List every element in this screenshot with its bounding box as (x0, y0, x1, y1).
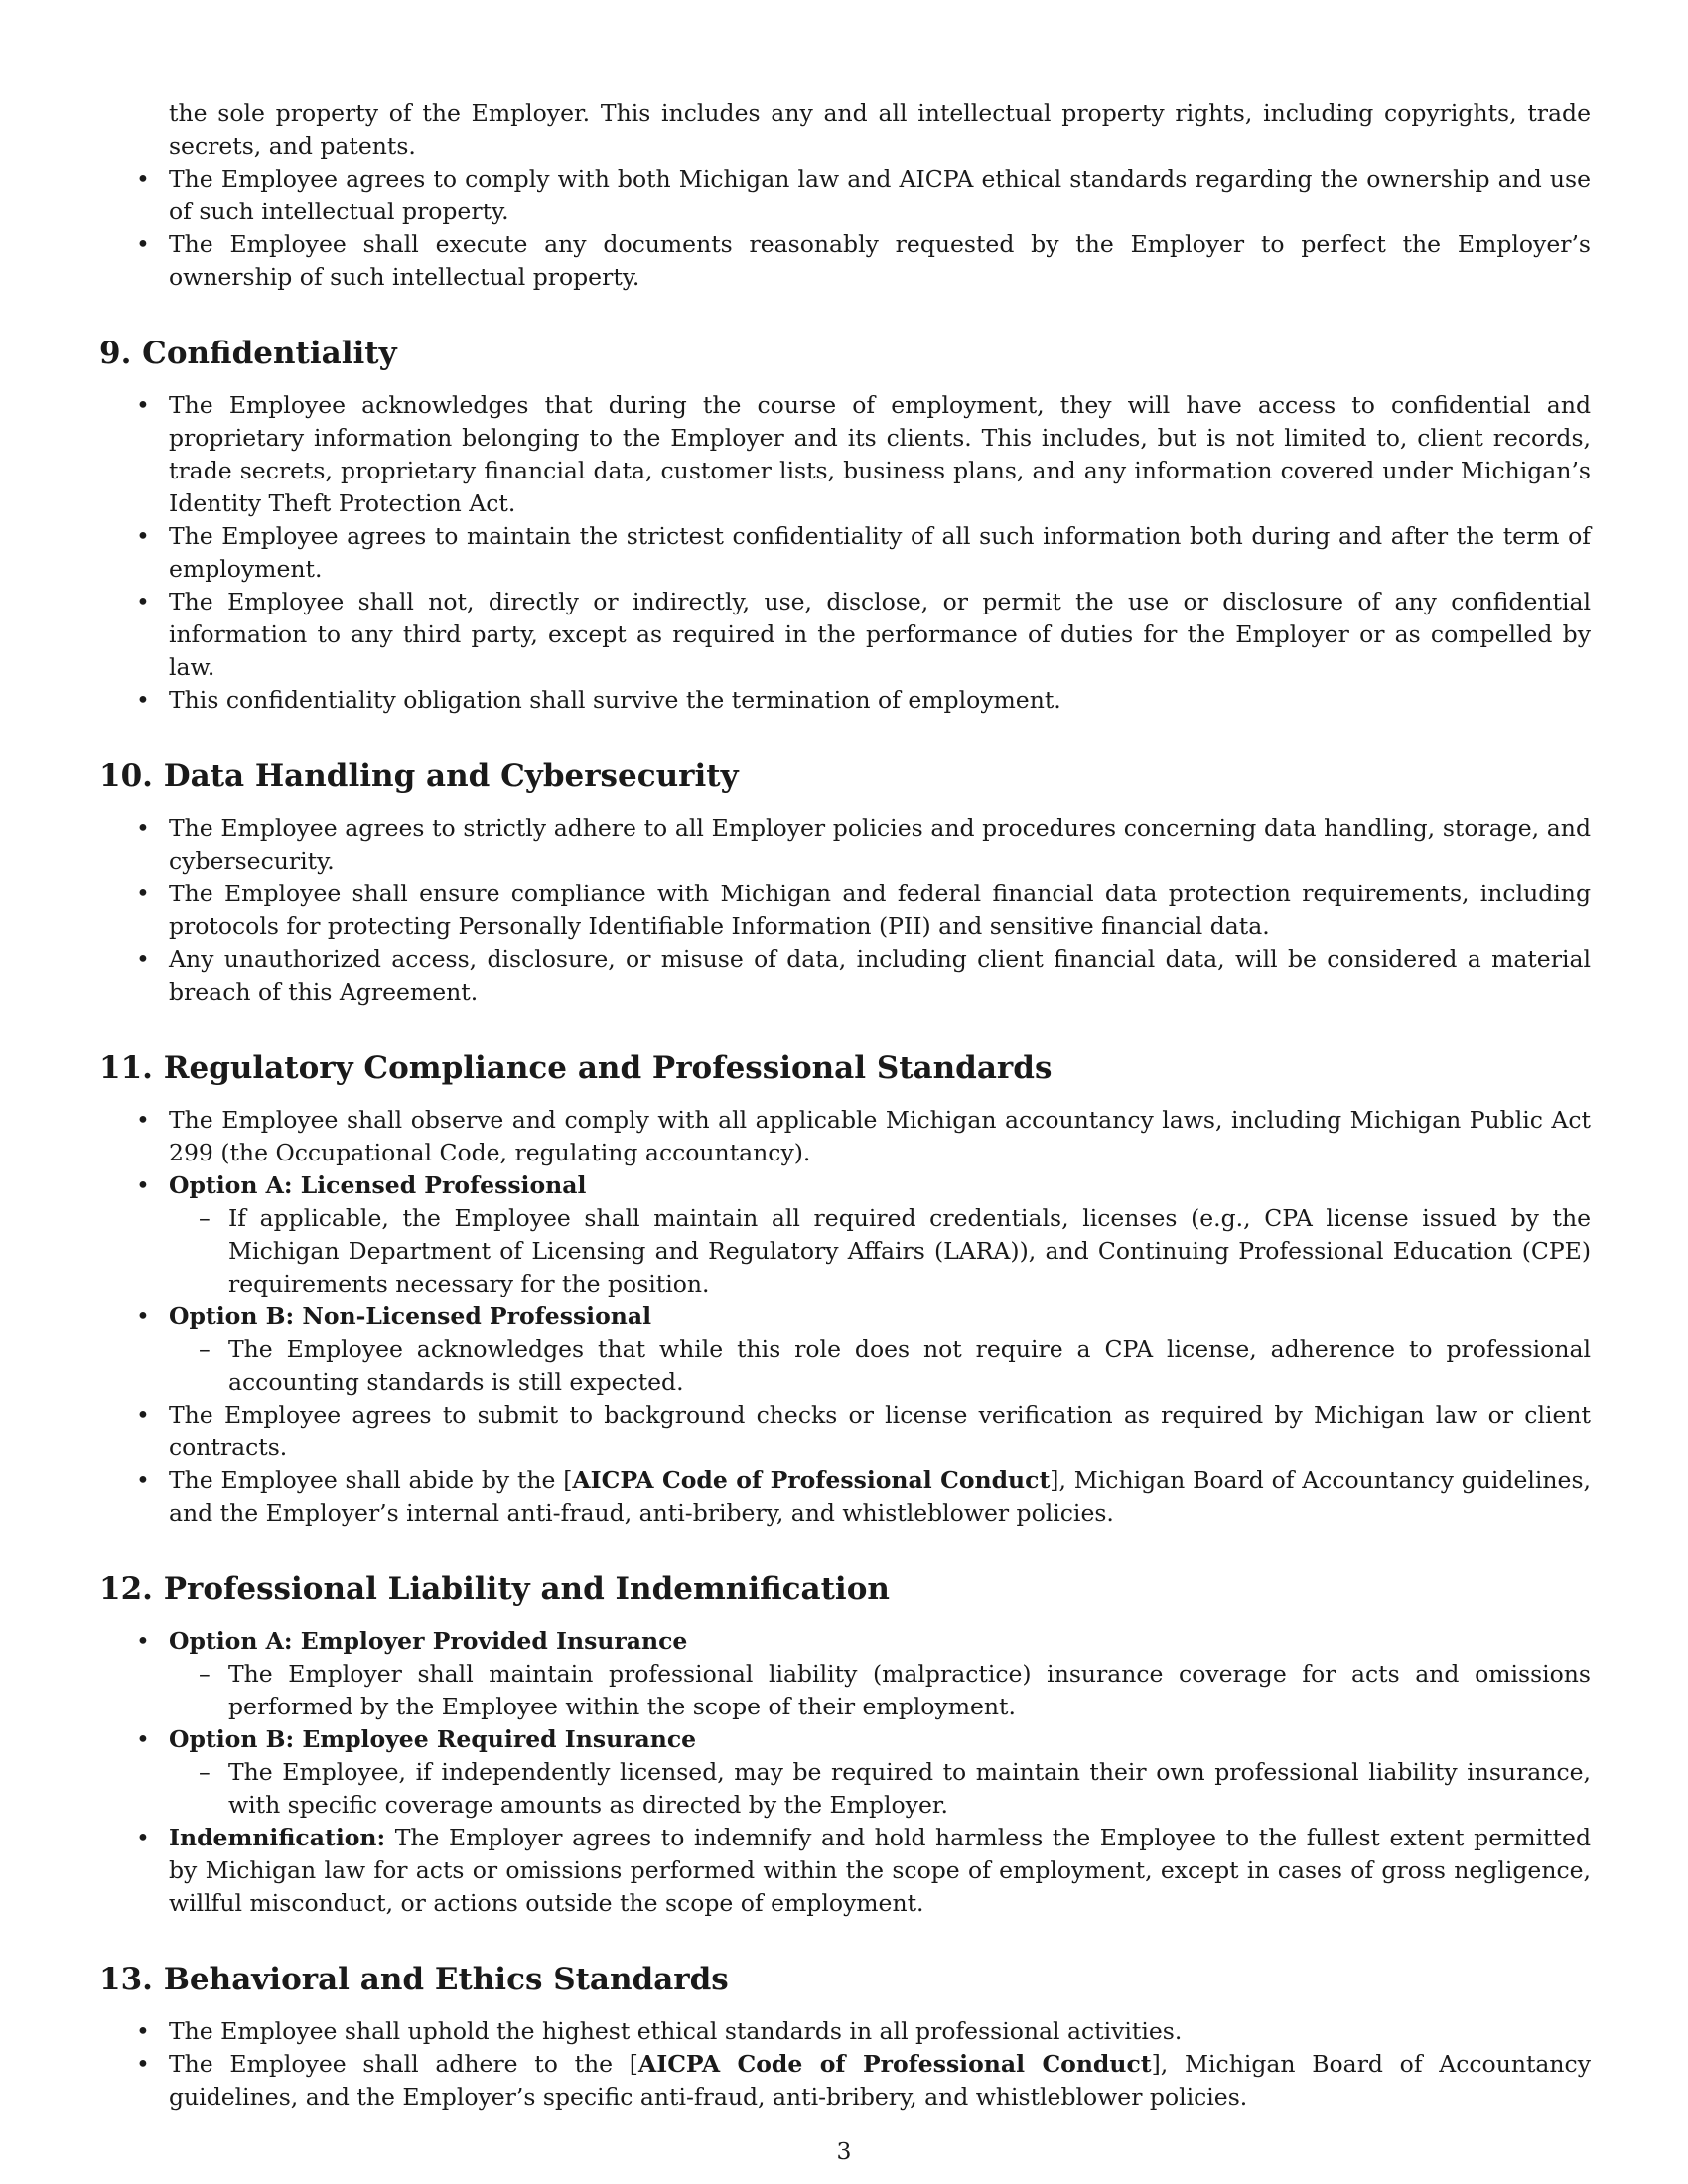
section-heading-confidentiality: 9. Confidentiality (99, 336, 397, 371)
text-run: ], Michigan Board of Accountancy guidelines, and the Employer’s specific anti-fraud, anti-bribery, and whistleblower policies. (169, 2050, 1591, 2111)
data-handling-bullet-list (99, 812, 1591, 1009)
sub-list-item: – The Employee acknowledges that while this role does not require a CPA license, adherence to professional accounting standards is still expected. (169, 1333, 1591, 1399)
section-heading-data-handling: 10. Data Handling and Cybersecurity (99, 758, 739, 794)
text-run: The Employer agrees to indemnify and hold harmless the Employee to the fullest extent permitted by Michigan law for acts or omissions performed within the scope of employment, except in cases of gross negligence, willful misconduct, or actions outside the scope of employment. (169, 1824, 1591, 1917)
ethics-bullet-list (99, 2015, 1591, 2114)
intro-bullet-list (99, 163, 1591, 294)
document-page (99, 97, 1591, 2114)
list-item (99, 1723, 1591, 1822)
option-a-sublist (169, 1658, 1591, 1723)
sub-list-item: – The Employee, if independently licensed, may be required to maintain their own professional liability insurance, with specific coverage amounts as directed by the Employer. (169, 1756, 1591, 1822)
list-item: • The Employee agrees to comply with both Michigan law and AICPA ethical standards regarding the ownership and use of such intellectual property. (99, 163, 1591, 228)
confidentiality-bullet-list (99, 389, 1591, 717)
list-item (99, 2048, 1591, 2114)
option-a-sublist (169, 1202, 1591, 1300)
aicpa-code-reference: AICPA Code of Professional Conduct (637, 2050, 1152, 2078)
list-item (99, 1464, 1591, 1530)
option-b-label: Option B: Employee Required Insurance (169, 1725, 697, 1753)
page-number: 3 (836, 2137, 852, 2165)
list-item (99, 1625, 1591, 1723)
liability-bullet-list (99, 1625, 1591, 1920)
list-item: • The Employee agrees to strictly adhere to all Employer policies and procedures concerning data handling, storage, and cybersecurity. (99, 812, 1591, 878)
list-item: • The Employee shall not, directly or indirectly, use, disclose, or permit the use or disclosure of any confidential information to any third party, except as required in the performance of duties for the Employer or as compelled by law. (99, 586, 1591, 684)
list-item: • The Employee shall observe and comply with all applicable Michigan accountancy laws, including Michigan Public Act 299 (the Occupational Code, regulating accountancy). (99, 1104, 1591, 1169)
list-item: • Any unauthorized access, disclosure, or misuse of data, including client financial data, will be considered a material breach of this Agreement. (99, 943, 1591, 1009)
option-b-label: Option B: Non-Licensed Professional (169, 1302, 652, 1330)
text-run: ], Michigan Board of Accountancy guidelines, and the Employer’s internal anti-fraud, anti-bribery, and whistleblower policies. (169, 1466, 1591, 1527)
text-run: The Employee shall abide by the [ (169, 1466, 573, 1494)
list-item: • This confidentiality obligation shall survive the termination of employment. (99, 684, 1591, 717)
section-heading-ethics-standards: 13. Behavioral and Ethics Standards (99, 1962, 729, 1997)
list-item: • The Employee agrees to maintain the strictest confidentiality of all such information both during and after the term of employment. (99, 520, 1591, 586)
option-a-label: Option A: Employer Provided Insurance (169, 1627, 688, 1655)
sub-list-item: – If applicable, the Employee shall maintain all required credentials, licenses (e.g., CPA license issued by the Michigan Department of Licensing and Regulatory Affairs (LARA)), and Continuing Professional Education (CPE) requirements necessary for the position. (169, 1202, 1591, 1300)
list-item (99, 1822, 1591, 1920)
continuation-paragraph: the sole property of the Employer. This includes any and all intellectual property rights, including copyrights, trade secrets, and patents. (169, 99, 1591, 160)
list-item: • The Employee shall execute any documents reasonably requested by the Employer to perfect the Employer’s ownership of such intellectual property. (99, 228, 1591, 294)
aicpa-code-reference: AICPA Code of Professional Conduct (572, 1466, 1051, 1494)
list-item: • The Employee acknowledges that during the course of employment, they will have access to confidential and proprietary information belonging to the Employer and its clients. This includes, but is not limited to, client records, trade secrets, proprietary financial data, customer lists, business plans, and any information covered under Michigan’s Identity Theft Protection Act. (99, 389, 1591, 520)
indemnification-label: Indemnification: (169, 1824, 386, 1851)
option-b-sublist (169, 1756, 1591, 1822)
list-item: • The Employee shall uphold the highest ethical standards in all professional activities. (99, 2015, 1591, 2048)
section-heading-professional-liability: 12. Professional Liability and Indemnification (99, 1571, 890, 1607)
list-item (99, 1169, 1591, 1300)
sub-list-item: – The Employer shall maintain professional liability (malpractice) insurance coverage for acts and omissions performed by the Employee within the scope of their employment. (169, 1658, 1591, 1723)
regulatory-bullet-list (99, 1104, 1591, 1530)
option-b-sublist (169, 1333, 1591, 1399)
option-a-label: Option A: Licensed Professional (169, 1171, 587, 1199)
list-item (99, 1300, 1591, 1399)
list-item: • The Employee agrees to submit to background checks or license verification as required by Michigan law or client contracts. (99, 1399, 1591, 1464)
section-heading-regulatory-compliance: 11. Regulatory Compliance and Professional Standards (99, 1050, 1053, 1086)
list-item: • The Employee shall ensure compliance with Michigan and federal financial data protection requirements, including protocols for protecting Personally Identifiable Information (PII) and sensitive financial data. (99, 878, 1591, 943)
text-run: The Employee shall adhere to the [ (169, 2050, 638, 2078)
